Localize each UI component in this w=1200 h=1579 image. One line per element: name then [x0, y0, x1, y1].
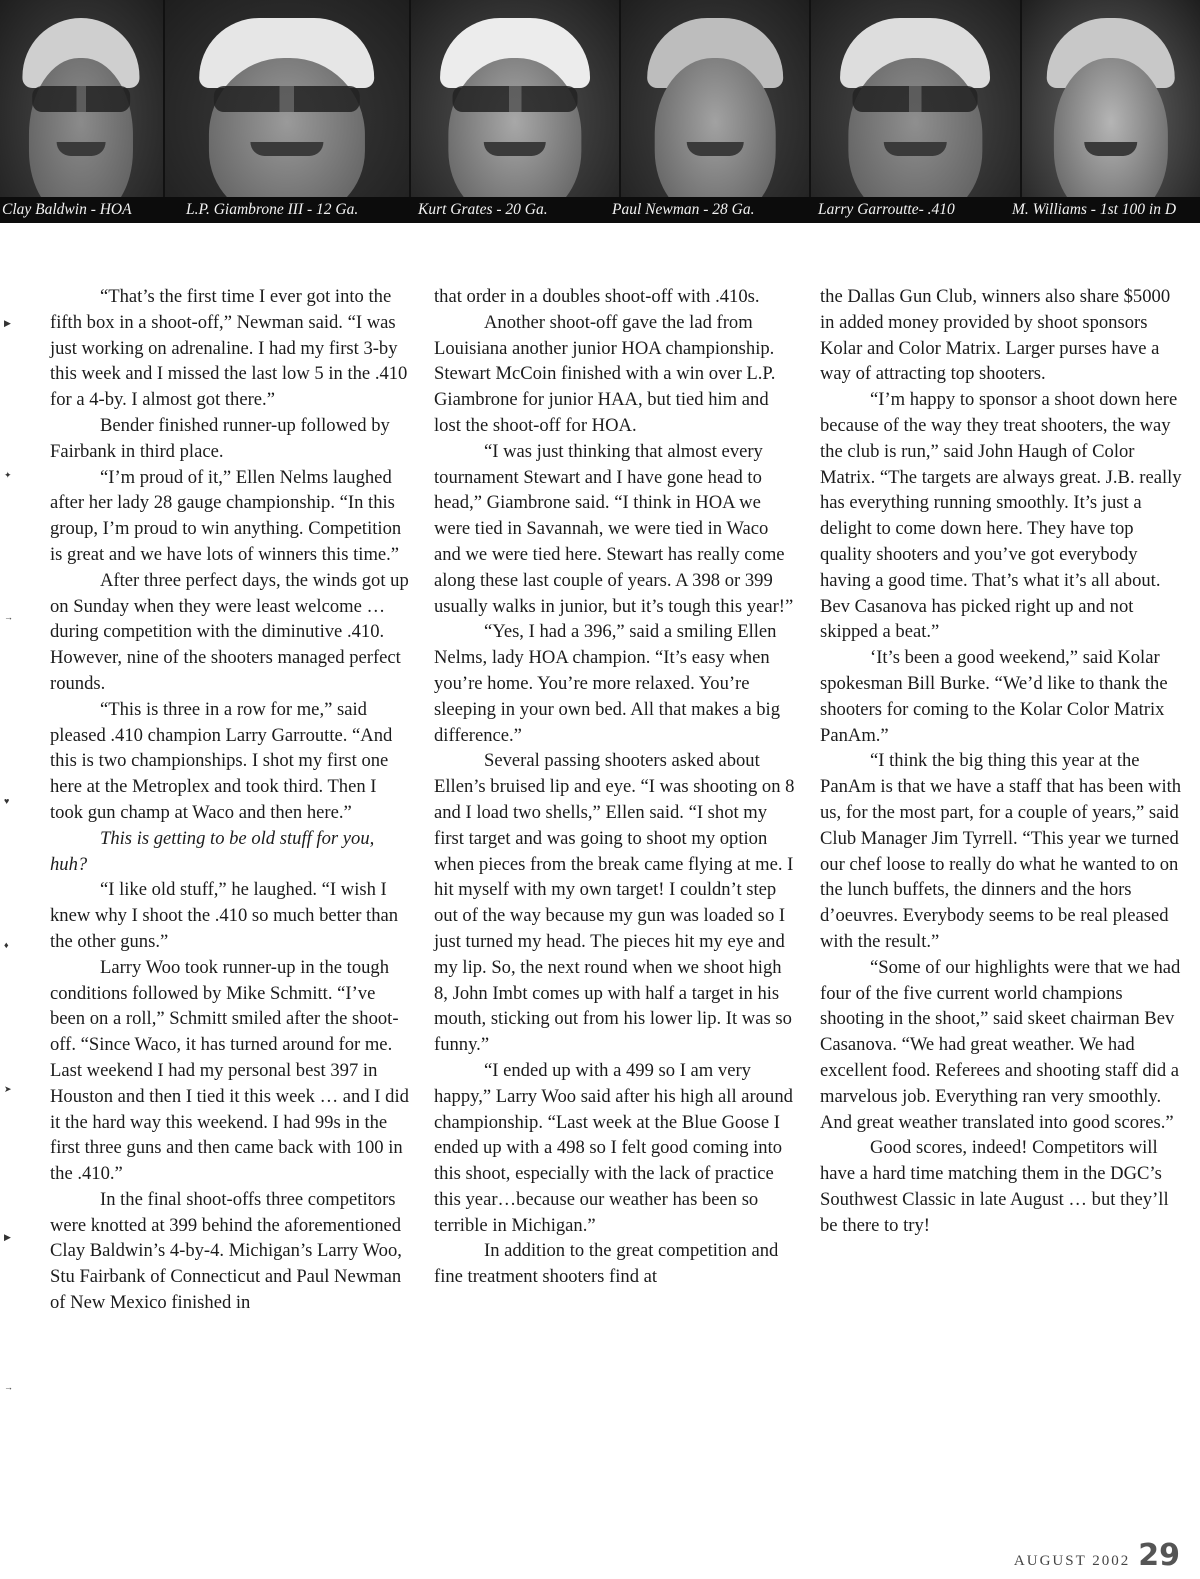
- paragraph: “I ended up with a 499 so I am very happy,” Larry Woo said after his high all around championship. “Last week at the Blue Goose I ended up with a 498 so I felt good coming into this shoot, especially with the lack of practice this year…because our weather has been so terrible in Michigan.”: [434, 1059, 793, 1236]
- paragraph: ‘It’s been a good weekend,” said Kolar spokesman Bill Burke. “We’d like to thank the shooters for coming to the Kolar Color Matrix PanAm.”: [820, 647, 1168, 746]
- paragraph: “Some of our highlights were that we had four of the five current world champions shooting in the shoot,” said skeet chairman Bev Casanova. “We had great weather. We had excellent food. Referees and shooting staff did a marvelous job. Everything ran very smoothly. And great weather translated into good scores.”: [820, 956, 1181, 1133]
- paragraph: “I think the big thing this year at the PanAm is that we have a staff that has been with us, for the most part, for a couple of years,” said Club Manager Jim Tyrrell. “This year we turned our chef loose to really do what he wanted to on the lunch buffets, the dinners and the hors d’oeuvres. Everybody seems to be real pleased with the result.”: [820, 750, 1182, 952]
- article-column-3: [820, 284, 1184, 1238]
- photo-strip: [0, 0, 1200, 197]
- margin-mark: →: [4, 612, 13, 622]
- smile: [884, 142, 946, 156]
- paragraph: After three perfect days, the winds got up on Sunday when they were least welcome … during competition with the diminutive .410. However, nine of the shooters managed perfect rounds.: [50, 569, 409, 694]
- margin-mark: ✦: [4, 470, 12, 480]
- paragraph: Bender finished runner-up followed by Fairbank in third place.: [50, 414, 390, 462]
- article-column-1: [50, 284, 412, 1316]
- margin-mark: →: [4, 1382, 13, 1392]
- paragraph: “I like old stuff,” he laughed. “I wish I knew why I shoot the .410 so much better than the other guns.”: [50, 879, 399, 952]
- sunglasses: [853, 86, 978, 112]
- portrait-larry-garroutte: [811, 0, 1021, 197]
- face: [849, 58, 982, 197]
- caption-clay-baldwin: Clay Baldwin - HOA: [2, 201, 132, 218]
- paragraph: “This is three in a row for me,” said pleased .410 champion Larry Garroutte. “And this is two championships. I shot my first one here at the Metroplex and took third. Then I took gun champ at Waco and then here.”: [50, 698, 393, 823]
- margin-mark: ♦: [4, 940, 9, 950]
- margin-mark: ➤: [4, 1084, 12, 1094]
- paragraph: “Yes, I had a 396,” said a smiling Ellen Nelms, lady HOA champion. “It’s easy when you’re home. You’re more relaxed. You’re sleeping in your own bed. All that makes a big difference.”: [434, 621, 780, 746]
- paragraph-continued: that order in a doubles shoot-off with .410s.: [434, 286, 760, 307]
- smile: [483, 142, 545, 156]
- paragraph: Good scores, indeed! Competitors will have a hard time matching them in the DGC’s Southwest Classic in late August … but they’ll be there to try!: [820, 1137, 1169, 1236]
- portrait-m-williams: [1022, 0, 1200, 197]
- face: [209, 58, 365, 197]
- paragraph: Another shoot-off gave the lad from Louisiana another junior HOA championship. Stewart McCoin finished with a win over L.P. Giambrone for junior HAA, but tied him and lost the shoot-off for HOA.: [434, 311, 776, 436]
- portrait-kurt-grates: [411, 0, 621, 197]
- paragraph: “I’m happy to sponsor a shoot down here because of the way they treat shooters, the way the club is run,” said John Haugh of Color Matrix. “The targets are always great. J.B. really has everything running smoothly. It’s just a delight to come down here. They have top quality shooters and you’ve got everybody having a good time. That’s what it’s all about. Bev Casanova has picked right up and not skipped a beat.”: [820, 389, 1182, 643]
- page-footer: [1014, 1538, 1180, 1574]
- smile: [687, 142, 744, 156]
- paragraph: “That’s the first time I ever got into the fifth box in a shoot-off,” Newman said. “I was just working on adrenaline. I had my first 3-by this week and I missed the last low 5 in the .410 for a 4-by. I almost got there.”: [50, 286, 408, 411]
- photo-caption-bar: [0, 197, 1200, 223]
- caption-kurt-grates: Kurt Grates - 20 Ga.: [418, 201, 548, 218]
- paragraph: In the final shoot-offs three competitors were knotted at 399 behind the aforementioned Clay Baldwin’s 4-by-4. Michigan’s Larry Woo, Stu Fairbank of Connecticut and Paul Newman of New Mexico finished in: [50, 1188, 402, 1314]
- portrait-lp-giambrone: [165, 0, 411, 197]
- portrait-paul-newman: [621, 0, 811, 197]
- smile: [57, 142, 106, 156]
- face: [1054, 58, 1168, 197]
- smile: [1084, 142, 1138, 156]
- caption-lp-giambrone: L.P. Giambrone III - 12 Ga.: [186, 201, 359, 218]
- caption-larry-garroutte: Larry Garroutte- .410: [818, 201, 955, 218]
- paragraph-continued: the Dallas Gun Club, winners also share $5000 in added money provided by shoot sponsors Kolar and Color Matrix. Larger purses have a way of attracting top shooters.: [820, 286, 1171, 385]
- face: [655, 58, 776, 197]
- issue-date: AUGUST 2002: [1013, 1553, 1131, 1569]
- smile: [250, 142, 323, 156]
- paragraph: In addition to the great competition and fine treatment shooters find at: [434, 1240, 779, 1288]
- article-column-2: [434, 284, 796, 1290]
- sunglasses: [213, 86, 359, 112]
- portrait-clay-baldwin: [0, 0, 165, 197]
- margin-mark: ♥: [4, 796, 10, 806]
- caption-paul-newman: Paul Newman - 28 Ga.: [612, 201, 755, 218]
- margin-mark: ▶: [4, 318, 11, 328]
- paragraph: Larry Woo took runner-up in the tough conditions followed by Mike Schmitt. “I’ve been on a roll,” Schmitt smiled after the shoot-off. “Since Waco, it has turned around for me. Last weekend I had my personal best 397 in Houston and then I tied it this week … and I did it the hard way this weekend. I had 99s in the first three guns and then came back with 100 in the .410.”: [50, 956, 409, 1185]
- page-number: 29: [1138, 1538, 1180, 1573]
- face: [29, 58, 133, 197]
- interviewer-question: This is getting to be old stuff for you, huh?: [50, 827, 375, 875]
- margin-mark: ▶: [4, 1232, 11, 1242]
- sunglasses: [33, 86, 131, 112]
- caption-m-williams: M. Williams - 1st 100 in D: [1012, 201, 1177, 218]
- paragraph: “I was just thinking that almost every tournament Stewart and I have gone head to head,” Giambrone said. “I think in HOA we were tied in Savannah, we were tied in Waco and we were tied here. Stewart has really come along these last couple of years. A 398 or 399 usually walks in junior, but it’s tough this year!”: [434, 440, 794, 617]
- face: [448, 58, 581, 197]
- paragraph: “I’m proud of it,” Ellen Nelms laughed after her lady 28 gauge championship. “In this group, I’m proud to win anything. Competition is great and we have lots of winners this time.”: [50, 466, 402, 565]
- sunglasses: [452, 86, 577, 112]
- paragraph: Several passing shooters asked about Ellen’s bruised lip and eye. “I was shooting on 8 and I load two shells,” Ellen said. “I shot my first target and was going to shoot my option when pieces from the break came flying at me. I hit myself with my own target! I couldn’t step out of the way because my gun was loaded so I just turned my head. The pieces hit my eye and my lip. So, the next round when we shoot high 8, John Imbt comes up with half a target in his mouth, sticking out from his lower lip. It was so funny.”: [434, 750, 795, 1056]
